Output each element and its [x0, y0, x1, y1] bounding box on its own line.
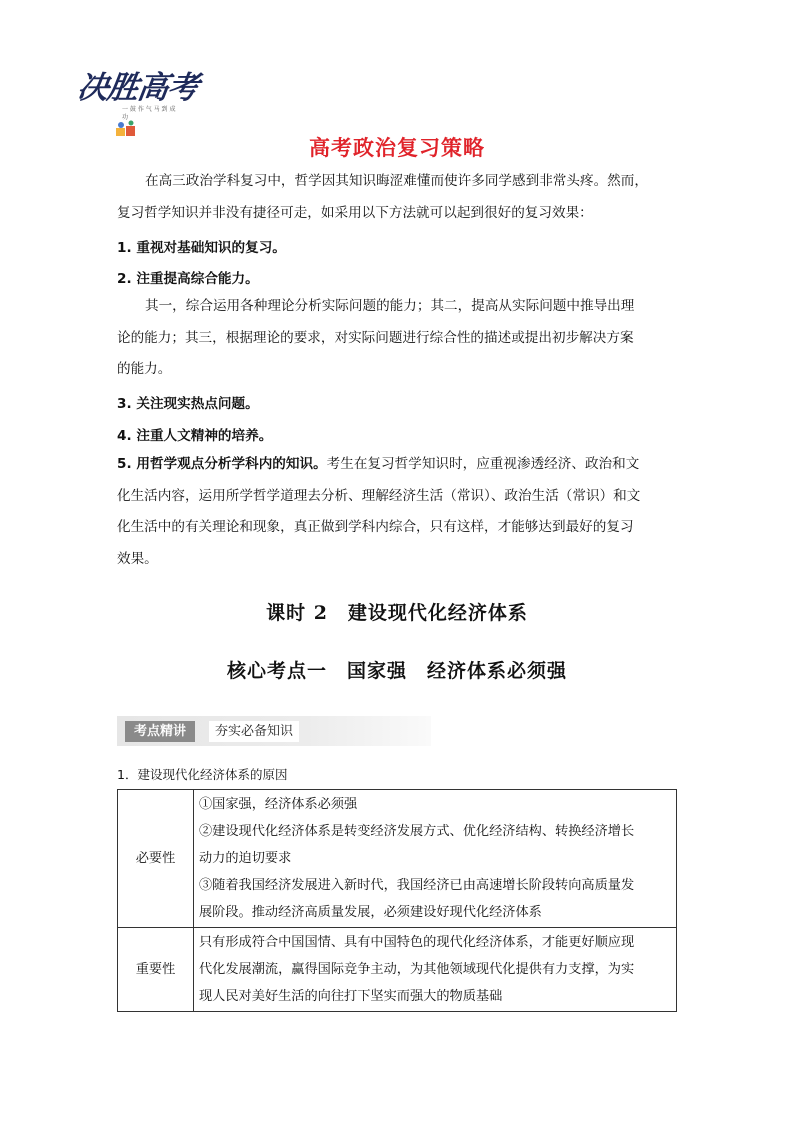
detail-line: 化生活内容，运用所学哲学道理去分析、理解经济生活（常识）、政治生活（常识）和文 [117, 487, 641, 504]
section-title: 核心考点一 国家强 经济体系必须强 [226, 660, 567, 682]
content-line: 代化发展潮流，赢得国际竞争主动，为其他领域现代化提供有力支撑，为实 [199, 962, 635, 977]
intro-line: 复习哲学知识并非没有捷径可走，如采用以下方法就可以起到很好的复习效果： [117, 204, 593, 221]
logo-tagline: 一 鼓 作 气 马 到 成 功 [122, 106, 176, 121]
table-row [118, 790, 677, 928]
logo-text: 决胜高考 [74, 70, 201, 106]
intro-line: 在高三政治学科复习中，哲学因其知识晦涩难懂而使许多同学感到非常头疼。然而， [145, 173, 648, 189]
page-title: 高考政治复习策略 [309, 136, 485, 160]
detail-line: 效果。 [117, 550, 158, 567]
detail-line: 化生活中的有关理论和现象，真正做到学科内综合，只有这样，才能够达到最好的复习 [117, 519, 634, 535]
brand-logo [74, 62, 208, 142]
point-detail-paragraph [117, 291, 677, 386]
row-content [194, 790, 677, 928]
row-label: 必要性 [118, 790, 194, 928]
intro-paragraph [117, 166, 677, 229]
content-line: 现人民对美好生活的向往打下坚实而强大的物质基础 [199, 989, 503, 1004]
lesson-title: 课时 2 建设现代化经济体系 [266, 602, 528, 624]
point5-paragraph [117, 449, 677, 575]
detail-line: 其一，综合运用各种理论分析实际问题的能力；其二，提高从实际问题中推导出理 [145, 298, 635, 314]
content-line: 动力的迫切要求 [199, 851, 292, 866]
point-heading: 4. 注重人文精神的培养。 [117, 428, 273, 444]
detail-line: 的能力。 [117, 361, 172, 377]
content-line: ②建设现代化经济体系是转变经济发展方式、优化经济结构、转换经济增长 [199, 824, 635, 839]
content-line: ③随着我国经济发展进入新时代，我国经济已由高速增长阶段转向高质量发 [199, 878, 635, 893]
detail-line: 论的能力；其三，根据理论的要求，对实际问题进行综合性的描述或提出初步解决方案 [117, 329, 634, 346]
point-heading: 5. 用哲学观点分析学科内的知识。 [117, 456, 327, 472]
point-heading: 3. 关注现实热点问题。 [117, 396, 259, 412]
row-label: 重要性 [118, 928, 194, 1012]
content-line: 只有形成符合中国国情、具有中国特色的现代化经济体系，才能更好顺应现 [199, 935, 635, 950]
banner-subtitle: 夯实必备知识 [209, 721, 299, 742]
table-row [118, 928, 677, 1012]
point-heading: 2. 注重提高综合能力。 [117, 271, 259, 287]
table-caption: 1．建设现代化经济体系的原因 [117, 767, 288, 782]
reason-table [117, 789, 677, 1012]
section-banner [117, 716, 431, 746]
detail-line: 考生在复习哲学知识时，应重视渗透经济、政治和文 [326, 456, 640, 472]
content-line: ①国家强，经济体系必须强 [199, 797, 358, 812]
point-heading: 1. 重视对基础知识的复习。 [117, 240, 286, 256]
content-line: 展阶段。推动经济高质量发展，必须建设好现代化经济体系 [199, 905, 542, 920]
banner-tag: 考点精讲 [125, 721, 195, 742]
row-content [194, 928, 677, 1012]
